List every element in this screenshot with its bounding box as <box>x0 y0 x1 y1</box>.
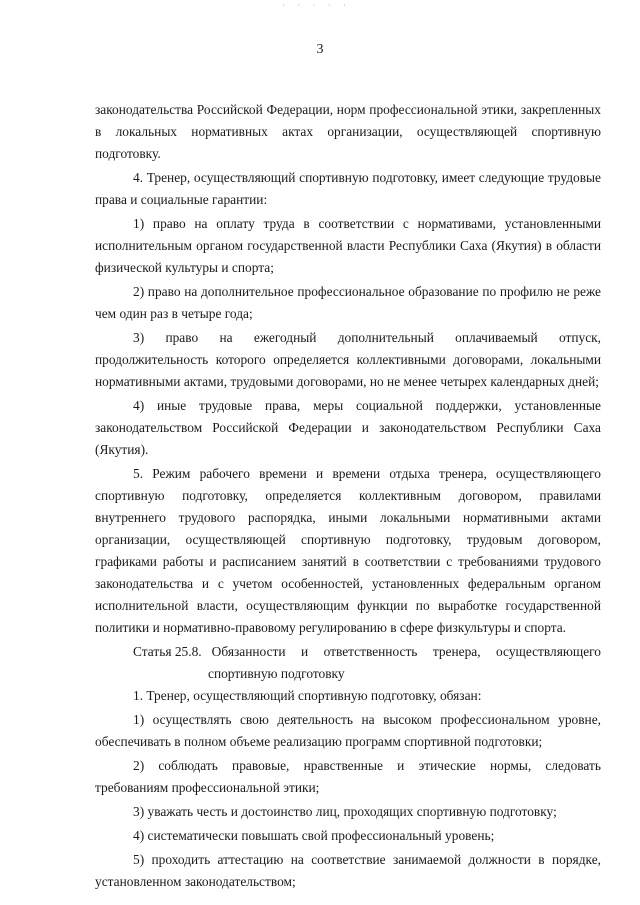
scan-artifact-dots: · · · · · <box>282 0 351 10</box>
page-number: 3 <box>316 42 324 57</box>
duty-item-4: 4) систематически повышать свой профессиональный уровень; <box>133 828 495 843</box>
paragraph-subitem-2: 2) право на дополнительное профессиональное образование по профилю не реже чем один раз в четыре года; <box>95 284 601 321</box>
article-heading <box>95 641 601 685</box>
paragraph-subitem-4: 4) иные трудовые права, меры социальной поддержки, установленные законодательством Российской Федерации и законодательством Республики Саха (Якутия). <box>95 398 601 457</box>
duties-intro: 1. Тренер, осуществляющий спортивную подготовку, обязан: <box>133 688 482 703</box>
duty-item-3: 3) уважать честь и достоинство лиц, проходящих спортивную подготовку; <box>133 804 557 819</box>
duty-item-2: 2) соблюдать правовые, нравственные и этические нормы, следовать требованиям профессиональной этики; <box>95 758 601 795</box>
duty-item-1: 1) осуществлять свою деятельность на высоком профессиональном уровне, обеспечивать в полном объеме реализацию программ спортивной подготовки; <box>95 712 601 749</box>
paragraph-subitem-3: 3) право на ежегодный дополнительный оплачиваемый отпуск, продолжительность которого определяется коллективными договорами, локальными нормативными актами, трудовыми договорами, но не менее четырех календарных дней; <box>95 330 601 389</box>
document-body <box>95 99 601 893</box>
paragraph-continuation: законодательства Российской Федерации, норм профессиональной этики, закрепленных в локальных нормативных актах организации, осуществляющей спортивную подготовку. <box>95 102 601 161</box>
article-title-line-1: Обязанности и ответственность тренера, осуществляющего <box>211 644 601 659</box>
article-number: Статья 25.8. <box>133 644 202 659</box>
duty-item-5: 5) проходить аттестацию на соответствие занимаемой должности в порядке, установленном законодательством; <box>95 852 601 889</box>
paragraph-item-5: 5. Режим рабочего времени и времени отдыха тренера, осуществляющего спортивную подготовку, определяется коллективным договором, правилами внутреннего трудового распорядка, иными локальными нормативными актами организации, осуществляющей спортивную подготовку, трудовым договором, графиками работы и расписанием занятий в соответствии с требованиями трудового законодательства и с учетом особенностей, установленных федеральным органом исполнительной власти, осуществляющим функции по выработке государственной политики и нормативно-правовому регулированию в сфере физкультуры и спорта. <box>95 466 601 635</box>
article-title-line-2: спортивную подготовку <box>208 666 345 681</box>
paragraph-subitem-1: 1) право на оплату труда в соответствии с нормативами, установленными исполнительным органом государственной власти Республики Саха (Якутия) в области физической культуры и спорта; <box>95 216 601 275</box>
paragraph-item-4: 4. Тренер, осуществляющий спортивную подготовку, имеет следующие трудовые права и социальные гарантии: <box>95 170 601 207</box>
